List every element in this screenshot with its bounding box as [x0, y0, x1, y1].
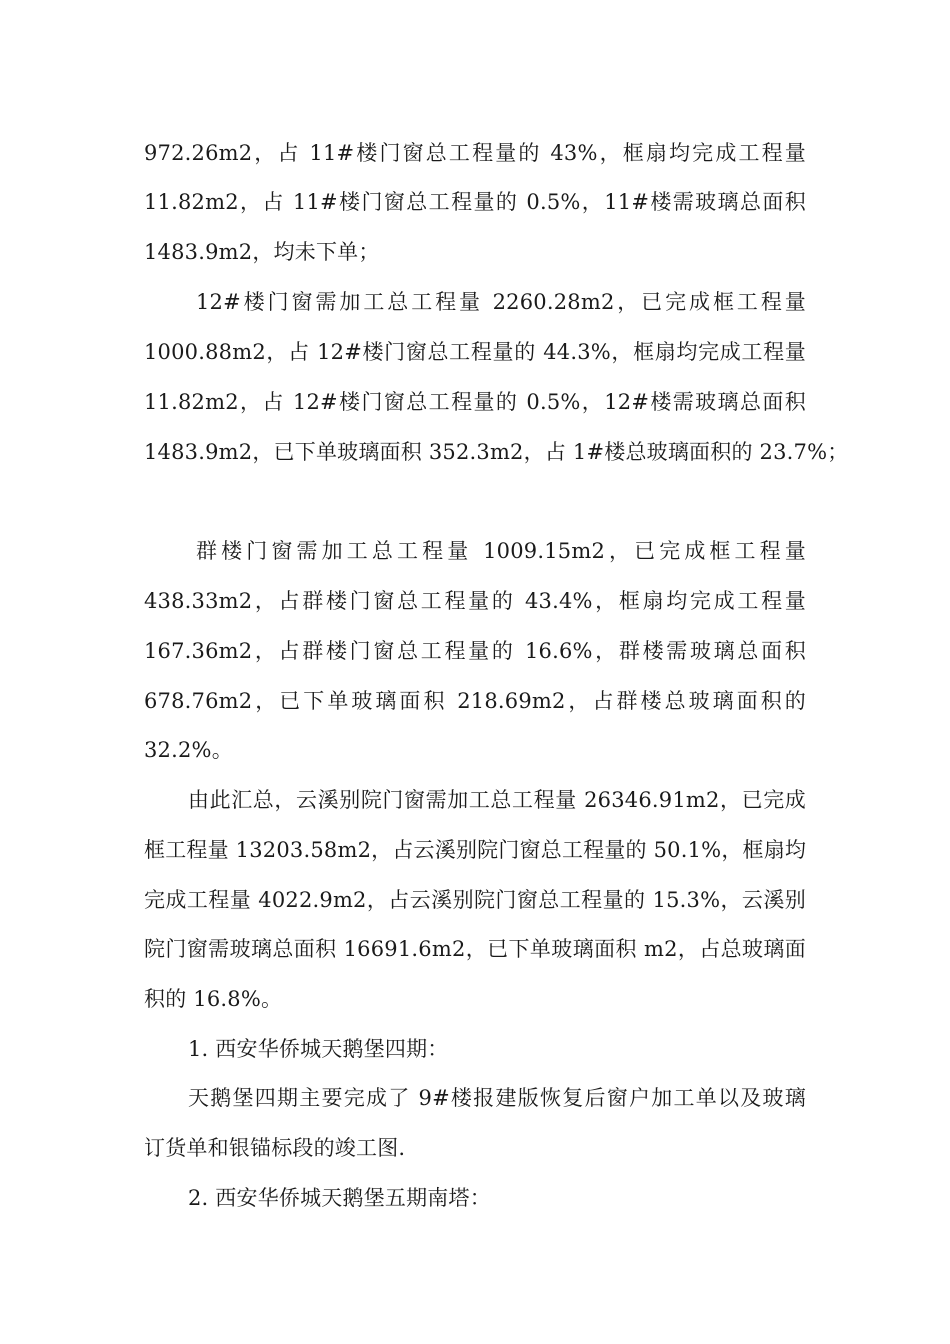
- text-line: 438.33m2，占群楼门窗总工程量的 43.4%，框扇均完成工程量: [144, 589, 806, 613]
- text-line: 由此汇总，云溪别院门窗需加工总工程量 26346.91m2，已完成: [188, 788, 806, 812]
- text-line: 32.2%。: [144, 738, 233, 762]
- text-line: 12#楼门窗需加工总工程量 2260.28m2，已完成框工程量: [196, 290, 806, 314]
- section-heading: 1. 西安华侨城天鹅堡四期：: [188, 1037, 449, 1061]
- text-line: 群楼门窗需加工总工程量 1009.15m2，已完成框工程量: [196, 539, 806, 563]
- text-line: 天鹅堡四期主要完成了 9#楼报建版恢复后窗户加工单以及玻璃: [188, 1086, 806, 1110]
- text-line: 1483.9m2，均未下单；: [144, 240, 380, 264]
- text-line: 678.76m2，已下单玻璃面积 218.69m2，占群楼总玻璃面积的: [144, 689, 806, 713]
- section-heading: 2. 西安华侨城天鹅堡五期南塔：: [188, 1186, 491, 1210]
- text-line: 972.26m2，占 11#楼门窗总工程量的 43%，框扇均完成工程量: [144, 141, 806, 165]
- text-line: 积的 16.8%。: [144, 987, 283, 1011]
- text-line: 院门窗需玻璃总面积 16691.6m2，已下单玻璃面积 m2，占总玻璃面: [144, 937, 806, 961]
- text-line: 完成工程量 4022.9m2，占云溪别院门窗总工程量的 15.3%，云溪别: [144, 888, 806, 912]
- text-line: 11.82m2，占 11#楼门窗总工程量的 0.5%，11#楼需玻璃总面积: [144, 190, 806, 214]
- text-line: 11.82m2，占 12#楼门窗总工程量的 0.5%，12#楼需玻璃总面积: [144, 390, 806, 414]
- text-line: 1483.9m2，已下单玻璃面积 352.3m2，占 1#楼总玻璃面积的 23.7%；: [144, 440, 849, 464]
- text-line: 订货单和银锚标段的竣工图.: [144, 1136, 406, 1160]
- text-line: 框工程量 13203.58m2，占云溪别院门窗总工程量的 50.1%，框扇均: [144, 838, 807, 862]
- text-line: 167.36m2，占群楼门窗总工程量的 16.6%，群楼需玻璃总面积: [144, 639, 806, 663]
- text-line: 1000.88m2，占 12#楼门窗总工程量的 44.3%，框扇均完成工程量: [144, 340, 806, 364]
